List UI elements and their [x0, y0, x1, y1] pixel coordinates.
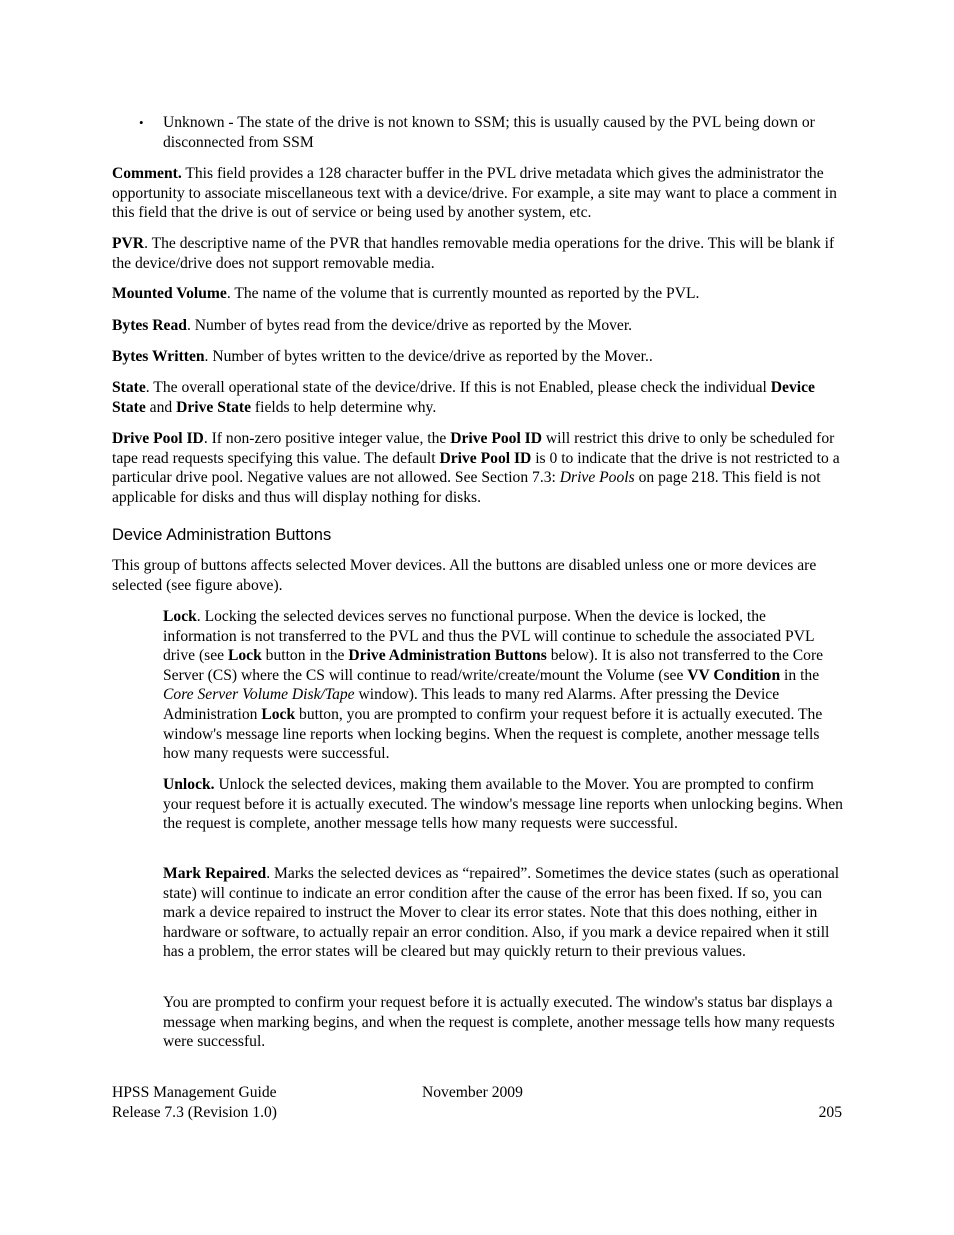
button-desc-mark-repaired: Mark Repaired. Marks the selected devices as “repaired”. Sometimes the device states (such as operational state) will continue to indicate an error condition after the cause of the error has been fixed. If so, you can mark a device repaired to instruct the Mover to clear its error states. Note that this does nothing, either in hardware or software, to actually repair an error condition. Also, if you mark a device repaired when it still has a problem, the error states will be cleared but may quickly return to their previous values. [163, 865, 840, 961]
button-desc-lock: Lock. Locking the selected devices serves no functional purpose. When the device is locked, the information is not transferred to the PVL and thus the PVL will continue to schedule the associated PVL drive (see Lock button in the Drive Administration Buttons below). It is also not transferred to the Core Server (CS) where the CS will continue to read/write/create/mount the Volume (see VV Condition in the Core Server Volume Disk/Tape window). This leads to many red Alarms. After pressing the Device Administration Lock button, you are prompted to confirm your request before it is actually executed. The window's message line reports when locking begins. When the request is complete, another message tells how many requests were successful. [163, 608, 824, 763]
term-comment: Comment. [112, 165, 182, 182]
term-mounted-volume: Mounted Volume [112, 285, 227, 302]
field-state: State. The overall operational state of the device/drive. If this is not Enabled, please check the individual Device State and Drive State fields to help determine why. [112, 379, 815, 416]
button-desc-unlock: Unlock. Unlock the selected devices, making them available to the Mover. You are prompted to confirm your request before it is actually executed. The window's message line reports when unlocking begins. When the request is complete, another message tells how many requests were successful. [163, 776, 843, 833]
term-state: State [112, 379, 146, 396]
bullet-symbol: • [139, 115, 144, 130]
term-mark-repaired: Mark Repaired [163, 865, 267, 882]
field-mounted-volume: Mounted Volume. The name of the volume that is currently mounted as reported by the PVL. [112, 285, 700, 302]
section-intro: This group of buttons affects selected Mover devices. All the buttons are disabled unless one or more devices are selected (see figure above). [112, 557, 817, 594]
term-bytes-written: Bytes Written [112, 348, 205, 365]
field-bytes-written: Bytes Written. Number of bytes written to the device/drive as reported by the Mover.. [112, 348, 653, 365]
field-drive-pool-id: Drive Pool ID. If non-zero positive integer value, the Drive Pool ID will restrict this drive to only be scheduled for tape read requests specifying this value. The default Drive Pool ID is 0 to indicate that the drive is not restricted to a particular drive pool. Negative values are not allowed. See Section 7.3: Drive Pools on page 218. This field is not applicable for disks and thus will display nothing for disks. [112, 430, 840, 506]
field-comment: Comment. This field provides a 128 character buffer in the PVL drive metadata which gives the administrator the opportunity to associate miscellaneous text with a device/drive. For example, a site may want to place a comment in this field that the drive is out of service or being used by another system, etc. [112, 165, 837, 222]
field-pvr: PVR. The descriptive name of the PVR that handles removable media operations for the drive. This will be blank if the device/drive does not support removable media. [112, 235, 835, 272]
term-unlock: Unlock. [163, 776, 215, 793]
page-number: 205 [818, 1104, 842, 1121]
bullet-item-unknown [139, 113, 839, 152]
term-bytes-read: Bytes Read [112, 317, 187, 334]
footer-left [112, 1083, 412, 1122]
footer-release: Release 7.3 (Revision 1.0) [112, 1103, 277, 1121]
bullet-text: Unknown - The state of the drive is not known to SSM; this is usually caused by the PVL being down or disconnected from SSM [163, 114, 815, 151]
link-drive-pools: Drive Pools [559, 469, 635, 487]
section-heading: Device Administration Buttons [112, 526, 332, 544]
term-drive-pool-id: Drive Pool ID [112, 430, 204, 447]
confirm-paragraph: You are prompted to confirm your request before it is actually executed. The window's status bar displays a message when marking begins, and when the request is complete, another message tells how many requests were successful. [163, 994, 835, 1051]
term-pvr: PVR [112, 235, 145, 252]
footer-guide-title: HPSS Management Guide [112, 1084, 277, 1101]
term-lock: Lock [163, 608, 197, 625]
footer-date: November 2009 [422, 1084, 523, 1101]
field-bytes-read: Bytes Read. Number of bytes read from the device/drive as reported by the Mover. [112, 317, 633, 334]
